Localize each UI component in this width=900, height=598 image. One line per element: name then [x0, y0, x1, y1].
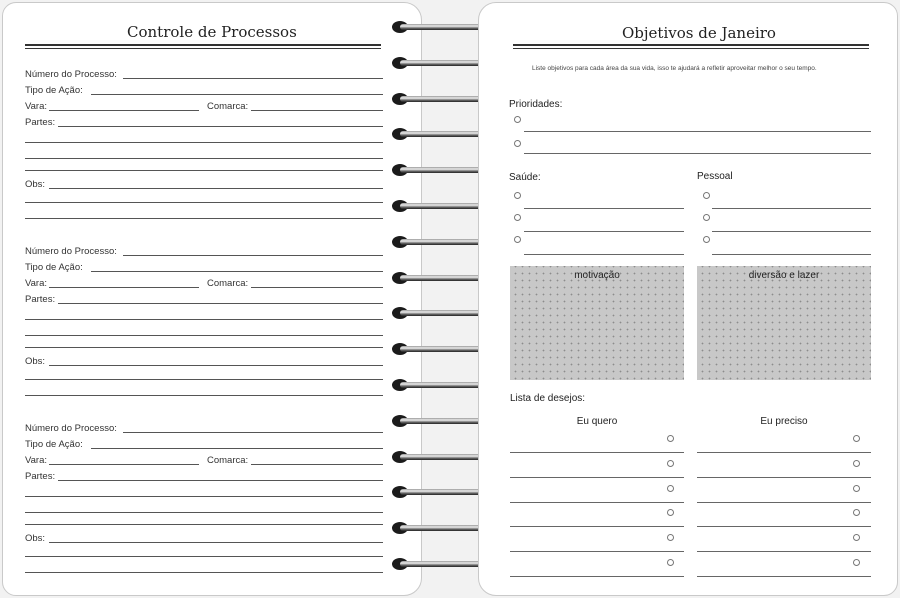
comarca-label: Comarca:: [207, 101, 249, 112]
eu-quero-line[interactable]: [510, 526, 684, 527]
page-subtitle: Liste objetivos para cada área da sua vida, isso te ajudará a refletir aproveitar melhor o seu tempo.: [532, 65, 817, 72]
vara-line[interactable]: [49, 287, 199, 288]
saude-line[interactable]: [524, 208, 684, 209]
vara-line[interactable]: [49, 110, 199, 111]
obs-line[interactable]: [25, 556, 383, 557]
partes-line[interactable]: [25, 158, 383, 159]
eu-preciso-line[interactable]: [697, 576, 871, 577]
checkbox-circle[interactable]: [667, 509, 674, 516]
comarca-line[interactable]: [251, 464, 383, 465]
eu-preciso-line[interactable]: [697, 526, 871, 527]
diversao-box[interactable]: [697, 266, 871, 380]
eu-preciso-line[interactable]: [697, 477, 871, 478]
vara-label: Vara:: [25, 455, 48, 466]
checkbox-circle[interactable]: [703, 214, 710, 221]
checkbox-circle[interactable]: [667, 485, 674, 492]
obs-line[interactable]: [25, 572, 383, 573]
partes-line[interactable]: [25, 347, 383, 348]
right-page: [478, 2, 898, 596]
saude-line[interactable]: [524, 254, 684, 255]
checkbox-circle[interactable]: [514, 140, 521, 147]
comarca-label: Comarca:: [207, 455, 249, 466]
vara-label: Vara:: [25, 278, 48, 289]
comarca-line[interactable]: [251, 287, 383, 288]
partes-line[interactable]: [25, 170, 383, 171]
partes-label: Partes:: [25, 294, 56, 305]
tipo-line[interactable]: [91, 271, 383, 272]
obs-label: Obs:: [25, 179, 46, 190]
obs-line[interactable]: [25, 202, 383, 203]
checkbox-circle[interactable]: [853, 460, 860, 467]
prioridade-line[interactable]: [524, 153, 871, 154]
checkbox-circle[interactable]: [514, 116, 521, 123]
partes-line[interactable]: [25, 142, 383, 143]
partes-line[interactable]: [25, 335, 383, 336]
saude-line[interactable]: [524, 231, 684, 232]
tipo-label: Tipo de Ação:: [25, 439, 83, 450]
checkbox-circle[interactable]: [514, 214, 521, 221]
eu-preciso-line[interactable]: [697, 502, 871, 503]
motivacao-title: motivação: [574, 270, 620, 281]
vara-label: Vara:: [25, 101, 48, 112]
vara-line[interactable]: [49, 464, 199, 465]
checkbox-circle[interactable]: [853, 485, 860, 492]
checkbox-circle[interactable]: [667, 534, 674, 541]
checkbox-circle[interactable]: [853, 559, 860, 566]
partes-line[interactable]: [25, 524, 383, 525]
obs-line[interactable]: [49, 188, 383, 189]
eu-quero-line[interactable]: [510, 551, 684, 552]
partes-line[interactable]: [25, 319, 383, 320]
obs-line[interactable]: [49, 365, 383, 366]
tipo-label: Tipo de Ação:: [25, 262, 83, 273]
title-rule: [25, 44, 381, 49]
tipo-line[interactable]: [91, 448, 383, 449]
checkbox-circle[interactable]: [853, 534, 860, 541]
saude-label: Saúde:: [509, 172, 541, 183]
pessoal-line[interactable]: [712, 208, 871, 209]
prioridade-line[interactable]: [524, 131, 871, 132]
partes-line[interactable]: [58, 480, 383, 481]
prioridades-label: Prioridades:: [509, 99, 563, 110]
obs-line[interactable]: [49, 542, 383, 543]
partes-line[interactable]: [25, 496, 383, 497]
partes-label: Partes:: [25, 471, 56, 482]
partes-line[interactable]: [25, 512, 383, 513]
eu-quero-heading: Eu quero: [576, 416, 618, 427]
page-title-right: Objetivos de Janeiro: [622, 24, 776, 42]
checkbox-circle[interactable]: [703, 192, 710, 199]
checkbox-circle[interactable]: [853, 435, 860, 442]
diversao-title: diversão e lazer: [748, 270, 820, 281]
eu-quero-line[interactable]: [510, 502, 684, 503]
checkbox-circle[interactable]: [514, 236, 521, 243]
partes-label: Partes:: [25, 117, 56, 128]
numero-line[interactable]: [123, 78, 383, 79]
partes-line[interactable]: [58, 303, 383, 304]
comarca-label: Comarca:: [207, 278, 249, 289]
spine: [422, 0, 478, 598]
page-title-left: Controle de Processos: [127, 23, 297, 41]
eu-preciso-heading: Eu preciso: [760, 416, 808, 427]
obs-label: Obs:: [25, 356, 46, 367]
pessoal-line[interactable]: [712, 254, 871, 255]
left-page: [2, 2, 422, 596]
checkbox-circle[interactable]: [667, 559, 674, 566]
pessoal-line[interactable]: [712, 231, 871, 232]
checkbox-circle[interactable]: [667, 435, 674, 442]
obs-line[interactable]: [25, 379, 383, 380]
obs-line[interactable]: [25, 218, 383, 219]
numero-line[interactable]: [123, 255, 383, 256]
eu-preciso-line[interactable]: [697, 551, 871, 552]
checkbox-circle[interactable]: [514, 192, 521, 199]
lista-label: Lista de desejos:: [510, 393, 586, 404]
partes-line[interactable]: [58, 126, 383, 127]
eu-quero-line[interactable]: [510, 477, 684, 478]
obs-line[interactable]: [25, 395, 383, 396]
tipo-line[interactable]: [91, 94, 383, 95]
motivacao-box[interactable]: [510, 266, 684, 380]
checkbox-circle[interactable]: [853, 509, 860, 516]
tipo-label: Tipo de Ação:: [25, 85, 83, 96]
eu-quero-line[interactable]: [510, 452, 684, 453]
numero-label: Número do Processo:: [25, 246, 117, 257]
eu-preciso-line[interactable]: [697, 452, 871, 453]
comarca-line[interactable]: [251, 110, 383, 111]
obs-label: Obs:: [25, 533, 46, 544]
title-rule: [513, 44, 869, 49]
checkbox-circle[interactable]: [703, 236, 710, 243]
numero-label: Número do Processo:: [25, 69, 117, 80]
checkbox-circle[interactable]: [667, 460, 674, 467]
eu-quero-line[interactable]: [510, 576, 684, 577]
pessoal-label: Pessoal: [697, 171, 733, 182]
numero-line[interactable]: [123, 432, 383, 433]
numero-label: Número do Processo:: [25, 423, 117, 434]
